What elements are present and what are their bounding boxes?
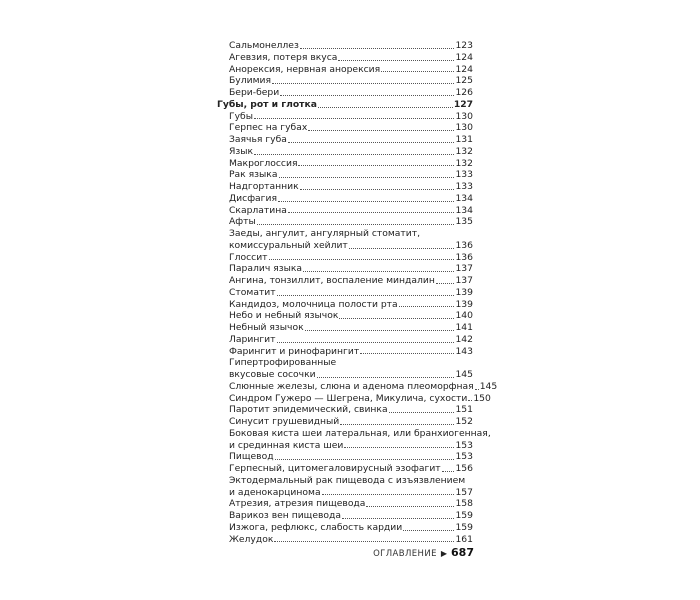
toc-entry-title: Желудок bbox=[229, 533, 274, 545]
footer-label: ОГЛАВЛЕНИЕ bbox=[373, 549, 437, 559]
toc-entry-title: Кандидоз, молочница полости рта bbox=[229, 298, 398, 310]
dot-leader bbox=[303, 271, 454, 272]
toc-entry-title: Герпесный, цитомегаловирусный эзофагит bbox=[229, 463, 441, 474]
toc-entry[interactable] bbox=[217, 169, 473, 181]
toc-entry-title: Заячья губа bbox=[229, 134, 287, 145]
toc-page-number: 133 bbox=[455, 169, 473, 181]
toc-page-number: 145 bbox=[455, 369, 473, 380]
dot-leader bbox=[468, 400, 472, 401]
toc-entry[interactable] bbox=[217, 310, 473, 322]
toc-entry[interactable] bbox=[217, 181, 473, 193]
toc-entry-title: Заеды, ангулит, ангулярный стоматит, bbox=[229, 228, 421, 239]
dot-leader bbox=[298, 165, 454, 166]
toc-page-number: 139 bbox=[455, 298, 473, 310]
dot-leader bbox=[275, 459, 455, 460]
toc-page-number: 134 bbox=[455, 192, 473, 204]
toc-entry-title: Паротит эпидемический, свинка bbox=[229, 404, 388, 416]
toc-page-number: 127 bbox=[453, 98, 473, 110]
toc-entry-title: Губы, рот и глотка bbox=[217, 98, 317, 110]
toc-page-number: 125 bbox=[455, 75, 473, 87]
toc-entry-title: Слюнные железы, слюна и аденома плеоморфная bbox=[229, 380, 474, 392]
toc-page-number: 137 bbox=[455, 275, 473, 286]
toc-page-number: 145 bbox=[479, 380, 498, 392]
toc-page-number: 134 bbox=[455, 204, 473, 216]
toc-entry-title: Скарлатина bbox=[229, 204, 287, 216]
toc-entry-title: Ангина, тонзиллит, воспаление миндалин bbox=[229, 275, 435, 286]
toc-page-number: 143 bbox=[455, 345, 473, 357]
toc-entry-title: комиссуральный хейлит bbox=[229, 239, 348, 251]
toc-entry-line bbox=[217, 228, 473, 240]
dot-leader bbox=[436, 283, 455, 284]
toc-entry-title: Губы bbox=[229, 110, 253, 122]
toc-entry[interactable] bbox=[217, 534, 473, 546]
toc-entry-title: Изжога, рефлюкс, слабость кардии bbox=[229, 521, 403, 533]
toc-entry[interactable] bbox=[217, 263, 473, 275]
toc-entry[interactable] bbox=[217, 75, 473, 87]
toc-page-number: 124 bbox=[455, 63, 473, 75]
toc-entry-title: Агевзия, потеря вкуса bbox=[229, 51, 338, 63]
toc-entry[interactable] bbox=[217, 334, 473, 346]
toc-entry[interactable] bbox=[217, 380, 498, 393]
toc-entry-title: Сальмонеллез bbox=[229, 40, 299, 51]
toc-page-number: 136 bbox=[455, 251, 473, 263]
dot-leader bbox=[308, 130, 454, 131]
dot-leader bbox=[349, 248, 455, 249]
toc-entry[interactable] bbox=[217, 158, 473, 170]
dot-leader bbox=[277, 342, 455, 343]
dot-leader bbox=[339, 318, 454, 319]
dot-leader bbox=[300, 189, 455, 190]
dot-leader bbox=[279, 177, 455, 178]
toc-entry[interactable] bbox=[217, 134, 473, 146]
toc-page-number: 157 bbox=[455, 486, 473, 498]
toc-entry[interactable] bbox=[217, 87, 473, 99]
toc-entry[interactable] bbox=[217, 275, 473, 287]
toc-page-number: 156 bbox=[455, 463, 473, 474]
toc-page-number: 140 bbox=[455, 310, 473, 322]
toc-entry-title: Эктодермальный рак пищевода с изъязвлением bbox=[229, 474, 466, 486]
dot-leader bbox=[360, 353, 454, 354]
toc-page-number: 159 bbox=[455, 510, 473, 521]
toc-entry[interactable] bbox=[217, 299, 473, 311]
dot-leader bbox=[277, 295, 455, 296]
toc-page-number: 126 bbox=[455, 87, 473, 98]
toc-page-number: 161 bbox=[455, 533, 473, 545]
toc-page-number: 131 bbox=[455, 134, 473, 145]
toc-entry-title: Боковая киста шеи латеральная, или бранхиогенная, bbox=[229, 427, 491, 439]
toc-entry-line bbox=[217, 357, 473, 369]
toc-entry-title: Синусит грушевидный bbox=[229, 416, 340, 427]
toc-page-number: 130 bbox=[455, 110, 473, 122]
dot-leader bbox=[288, 212, 455, 213]
toc-page-number: 139 bbox=[455, 286, 473, 298]
toc-entry[interactable] bbox=[217, 52, 473, 64]
toc-entry-title: Гипертрофированные bbox=[229, 357, 337, 369]
dot-leader bbox=[322, 494, 455, 495]
toc-entry-title: Фарингит и ринофарингит bbox=[229, 345, 360, 357]
toc-entry-title: Афты bbox=[229, 216, 256, 228]
toc-entry-title: вкусовые сосочки bbox=[229, 369, 316, 380]
toc-page-number: 132 bbox=[455, 157, 473, 169]
table-of-contents bbox=[217, 40, 498, 545]
dot-leader bbox=[475, 389, 479, 390]
dot-leader bbox=[305, 330, 455, 331]
toc-page-number: 159 bbox=[455, 521, 473, 533]
toc-entry[interactable] bbox=[217, 487, 473, 499]
dot-leader bbox=[340, 424, 454, 425]
dot-leader bbox=[280, 95, 454, 96]
toc-entry-title: Рак языка bbox=[229, 169, 278, 181]
toc-entry[interactable] bbox=[217, 322, 473, 334]
toc-entry-title: и срединная киста шеи bbox=[229, 439, 344, 451]
page-number: 687 bbox=[451, 546, 474, 559]
toc-entry[interactable] bbox=[217, 510, 473, 522]
dot-leader bbox=[442, 471, 455, 472]
toc-entry-title: Макроглоссия bbox=[229, 157, 298, 169]
dot-leader bbox=[274, 541, 454, 542]
dot-leader bbox=[278, 201, 454, 202]
toc-page-number: 130 bbox=[455, 122, 473, 134]
dot-leader bbox=[381, 71, 454, 72]
toc-page-number: 135 bbox=[455, 216, 473, 228]
toc-page-number: 153 bbox=[455, 439, 473, 451]
toc-entry-title: Ларингит bbox=[229, 333, 276, 345]
toc-page-number: 123 bbox=[455, 40, 473, 51]
dot-leader bbox=[300, 48, 455, 49]
toc-entry[interactable] bbox=[217, 40, 473, 52]
dot-leader bbox=[317, 377, 455, 378]
toc-entry[interactable] bbox=[217, 64, 473, 76]
toc-entry-title: Булимия bbox=[229, 75, 272, 87]
toc-section-heading[interactable] bbox=[217, 99, 473, 111]
toc-entry[interactable] bbox=[217, 252, 473, 264]
toc-entry-title: Дисфагия bbox=[229, 192, 278, 204]
toc-page-number: 142 bbox=[455, 333, 473, 345]
toc-page-number: 137 bbox=[455, 263, 473, 275]
dot-leader bbox=[269, 259, 455, 260]
toc-page-number: 141 bbox=[455, 322, 473, 333]
toc-entry-title: Анорексия, нервная анорексия bbox=[229, 63, 381, 75]
toc-page-number: 133 bbox=[455, 181, 473, 192]
toc-entry[interactable] bbox=[217, 404, 473, 416]
toc-entry[interactable] bbox=[217, 240, 473, 252]
dot-leader bbox=[272, 83, 454, 84]
page-footer bbox=[373, 546, 474, 559]
toc-entry-title: Язык bbox=[229, 145, 254, 157]
toc-entry[interactable] bbox=[217, 193, 473, 205]
dot-leader bbox=[338, 60, 454, 61]
dot-leader bbox=[399, 306, 455, 307]
dot-leader bbox=[344, 447, 454, 448]
toc-entry-title: Глоссит bbox=[229, 251, 268, 263]
toc-entry[interactable] bbox=[217, 216, 473, 228]
dot-leader bbox=[318, 107, 453, 108]
toc-entry-title: Стоматит bbox=[229, 286, 276, 298]
toc-entry-title: Герпес на губах bbox=[229, 122, 308, 134]
toc-page-number: 132 bbox=[455, 145, 473, 157]
toc-entry-title: Небо и небный язычок bbox=[229, 310, 339, 322]
toc-entry-title: Небный язычок bbox=[229, 322, 304, 333]
toc-entry-title: Атрезия, атрезия пищевода bbox=[229, 498, 366, 510]
toc-entry-title: Пищевод bbox=[229, 451, 274, 463]
dot-leader bbox=[403, 530, 454, 531]
toc-entry[interactable] bbox=[217, 451, 473, 463]
toc-entry-title: Бери-бери bbox=[229, 87, 280, 98]
toc-entry-title: Надгортанник bbox=[229, 181, 299, 192]
dot-leader bbox=[254, 118, 454, 119]
dot-leader bbox=[342, 518, 454, 519]
dot-leader bbox=[257, 224, 455, 225]
triangle-arrow-icon: ▶ bbox=[440, 549, 448, 558]
toc-entry[interactable] bbox=[217, 346, 473, 358]
dot-leader bbox=[254, 154, 454, 155]
toc-entry[interactable] bbox=[217, 522, 473, 534]
toc-page-number: 150 bbox=[473, 392, 491, 404]
toc-page-number: 136 bbox=[455, 239, 473, 251]
toc-entry-title: Синдром Гужеро — Шегрена, Микулича, сухости bbox=[229, 392, 468, 404]
toc-page-number: 153 bbox=[455, 451, 473, 463]
toc-page-number: 152 bbox=[455, 416, 473, 427]
toc-entry[interactable] bbox=[217, 111, 473, 123]
toc-entry[interactable] bbox=[217, 463, 473, 475]
toc-page-number: 151 bbox=[455, 404, 473, 416]
toc-entry-line bbox=[217, 475, 473, 487]
dot-leader bbox=[389, 412, 455, 413]
toc-entry[interactable] bbox=[217, 498, 473, 510]
toc-page-number: 158 bbox=[455, 498, 473, 510]
toc-entry[interactable] bbox=[217, 205, 473, 217]
dot-leader bbox=[366, 506, 454, 507]
toc-entry-title: Варикоз вен пищевода bbox=[229, 510, 342, 521]
toc-entry[interactable] bbox=[217, 369, 473, 381]
toc-entry-line bbox=[217, 427, 491, 440]
dot-leader bbox=[288, 142, 455, 143]
toc-entry[interactable] bbox=[217, 440, 473, 452]
toc-entry[interactable] bbox=[217, 287, 473, 299]
toc-entry-title: Паралич языка bbox=[229, 263, 303, 275]
toc-entry[interactable] bbox=[217, 416, 473, 428]
toc-entry-title: и аденокарцинома bbox=[229, 486, 321, 498]
toc-entry[interactable] bbox=[217, 146, 473, 158]
toc-entry[interactable] bbox=[217, 122, 473, 134]
toc-entry[interactable] bbox=[217, 392, 491, 405]
toc-page-number: 124 bbox=[455, 51, 473, 63]
